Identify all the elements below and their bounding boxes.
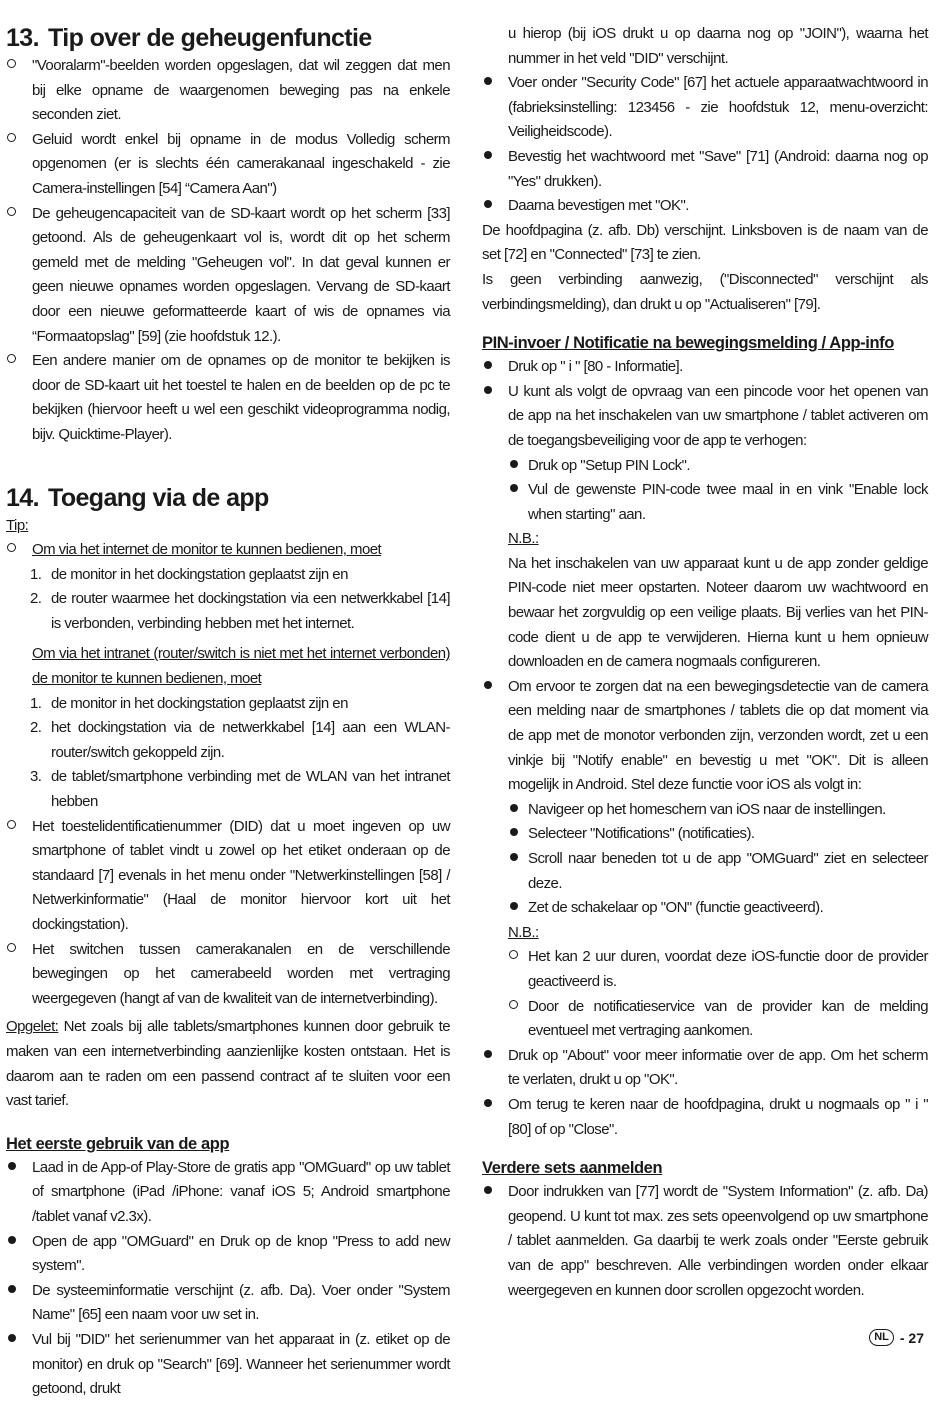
pin-heading: PIN-invoer / Notificatie na bewegingsmelding / App-info <box>482 334 894 353</box>
bullet-icon <box>484 77 492 85</box>
bullet-icon <box>8 1334 16 1342</box>
right-column <box>482 22 928 1303</box>
nb-label: N.B.: <box>508 923 539 941</box>
further-sets-heading: Verdere sets aanmelden <box>482 1159 663 1178</box>
list-item: "Vooralarm"-beelden worden opgeslagen, dat wil zeggen dat men bij elke opname de waargenomen beweging pas na enkele seconden ziet. <box>6 54 450 128</box>
sub-item: Scroll naar beneden tot u de app "OMGuard" ziet en selecteer deze. <box>508 847 928 896</box>
section-13-number: 13. <box>6 24 39 52</box>
list-item: Geluid wordt enkel bij opname in de modus Volledig scherm opgenomen (er is slechts één camerakanaal ingeschakeld - zie Camera-instellingen [54] “Camera Aan") <box>6 128 450 202</box>
list-item: Het switchen tussen camerakanalen en de verschillende bewegingen op het camerabeeld worden met vertraging weergegeven (hangt af van de kwaliteit van de internetverbinding). <box>6 938 450 1012</box>
section-14-title: Toegang via de app <box>48 483 269 512</box>
section-14-number: 14. <box>6 483 39 512</box>
continued-text: u hierop (bij iOS drukt u op daarna nog op "JOIN"), waarna het nummer in het veld "DID" verschijnt. <box>508 25 928 67</box>
bullet-icon <box>8 1236 16 1244</box>
sub-item: Druk op "Setup PIN Lock". <box>508 454 928 479</box>
tip-label: Tip: <box>6 516 29 534</box>
bullet-icon <box>484 1099 492 1107</box>
bullet-icon <box>8 1285 16 1293</box>
sub-item: Door de notificatieservice van de provider kan de melding eventueel met vertraging aankomen. <box>508 995 928 1044</box>
left-column <box>6 22 450 1402</box>
caution-label: Opgelet: <box>6 1018 59 1036</box>
page-footer <box>869 1329 924 1346</box>
bullet-icon <box>484 361 492 369</box>
caution-paragraph: Opgelet: Net zoals bij alle tablets/smartphones kunnen door gebruik te maken van een internetverbinding aanzienlijke kosten ontstaan. Het is daarom aan te raden om een passend contract af te sluiten voor een vast tarief. <box>6 1018 450 1110</box>
bullet-icon <box>510 853 518 861</box>
page-number: - 27 <box>899 1329 924 1346</box>
language-badge: NL <box>869 1329 894 1346</box>
bullet-icon <box>484 1186 492 1194</box>
sub-item: Navigeer op het homeschern van iOS naar de instellingen. <box>508 798 928 823</box>
bullet-icon <box>484 1050 492 1058</box>
ring-bullet-icon <box>7 354 16 363</box>
bullet-icon <box>484 681 492 689</box>
list-item: De geheugencapaciteit van de SD-kaart wordt op het scherm [33] getoond. Als de geheugenkaart vol is, wordt dit op het scherm gemeld met de melding "Geheugen vol". In dat geval kunnen er geen nieuwe opnames worden opgeslagen. Vervang de SD-kaart door een nieuwe geformatteerde kaart of wis de opnames via “Formaatopslag" [59] (zie hoofdstuk 12.). <box>6 202 450 350</box>
sub-item: Zet de schakelaar op "ON" (functie geactiveerd). <box>508 896 928 921</box>
nb-text: Na het inschakelen van uw apparaat kunt u de app zonder geldige PIN-code niet meer opstarten. Noteer daarom uw wachtwoord en bewaar het zorgvuldig op een veilige plaats. Bij verlies van het PIN-code dient u de app te verwijderen. Hierna kunt u hem opnieuw downloaden en de camera nogmaals configureren. <box>508 554 928 671</box>
list-item: Een andere manier om de opnames op de monitor te bekijken is door de SD-kaart uit het toestel te halen en de beelden op de pc te bekijken (hiervoor heeft u wel een geschikt videoprogramma nodig, bijv. Quicktime-Player). <box>6 349 450 447</box>
ring-bullet-icon <box>7 943 16 952</box>
section-13-heading <box>6 22 450 54</box>
disconnected-paragraph: Is geen verbinding aanwezig, ("Disconnected" verschijnt als verbindingsmelding), dan drukt u op "Actualiseren" [79]. <box>482 270 928 313</box>
section-13-title: Tip over de geheugenfunctie <box>48 24 372 52</box>
bullet-icon <box>510 902 518 910</box>
sub-item: Vul de gewenste PIN-code twee maal in en vink "Enable lock when starting" aan. <box>508 478 928 527</box>
list-item <box>6 538 450 563</box>
bullet-icon <box>510 460 518 468</box>
nb-label: N.B.: <box>508 530 539 548</box>
main-page-paragraph: De hoofdpagina (z. afb. Db) verschijnt. Linksboven is de naam van de set [72] en "Connected" [73] te zien. <box>482 221 928 264</box>
list-item: Voer onder "Security Code" [67] het actuele apparaatwachtwoord in (fabrieksinstelling: 123456 - zie hoofdstuk 12, menu-overzicht: Veiligheidscode). <box>482 71 928 145</box>
list-item: U kunt als volgt de opvraag van een pincode voor het openen van de app na het inschakelen van uw smartphone / tablet activeren om de toegangsbeveiliging voor de app te verhogen: Druk op "Setup PIN Lock". Vul de gewenste PIN-code twee maal in en vink "Enable lock when starting" aan. N.B.: Na het inschakelen van uw apparaat kunt u de app zonder geldige PIN-code niet meer opstarten. Noteer daarom uw wachtwoord en bewaar het zorgvuldig op een veilige plaats. Bij verlies van het PIN-code dient u de app te verwijderen. Hierna kunt u hem opnieuw downloaden en de camera nogmaals configureren. <box>482 380 928 675</box>
numbered-item: 2. de router waarmee het dockingstation via een netwerkkabel [14] is verbonden, verbinding hebben met het internet. <box>30 590 450 632</box>
internet-requirements-heading: Om via het internet de monitor te kunnen bedienen, moet <box>32 541 382 559</box>
section-14-heading <box>6 482 450 514</box>
sub-item: Selecteer "Notifications" (notificaties). <box>508 822 928 847</box>
numbered-item: 2. het dockingstation via de netwerkkabel [14] aan een WLAN-router/switch gekoppeld zijn. <box>30 719 450 761</box>
ring-bullet-icon <box>7 207 16 216</box>
list-item: Daarna bevestigen met "OK". <box>482 194 928 219</box>
list-item: Open de app "OMGuard" en Druk op de knop "Press to add new system". <box>6 1230 450 1279</box>
sub-item: Het kan 2 uur duren, voordat deze iOS-functie door de provider geactiveerd is. <box>508 945 928 994</box>
ring-bullet-icon <box>7 820 16 829</box>
bullet-icon <box>8 1162 16 1170</box>
ring-bullet-icon <box>509 950 518 959</box>
ring-bullet-icon <box>7 133 16 142</box>
ring-bullet-icon <box>509 1000 518 1009</box>
numbered-item: 1. de monitor in het dockingstation geplaatst zijn en <box>30 565 348 583</box>
list-item: Druk op "About" voor meer informatie over de app. Om het scherm te verlaten, drukt u op "OK". <box>482 1044 928 1093</box>
list-item: Bevestig het wachtwoord met "Save" [71] (Android: daarna nog op "Yes" drukken). <box>482 145 928 194</box>
list-item: Laad in de App-of Play-Store de gratis app "OMGuard" op uw tablet of smartphone (iPad /iPhone: vanaf iOS 5; Android smartphone /tablet vanaf v2.3x). <box>6 1156 450 1230</box>
bullet-icon <box>510 484 518 492</box>
list-item: Om ervoor te zorgen dat na een bewegingsdetectie van de camera een melding naar de smartphones / tablets die op dat moment via de app met de monotor verbonden zijn, verzonden wordt, zet u een vinkje bij "Notify enable" en bevestig u met "OK". Dit is alleen mogelijk in Android. Stel deze functie voor iOS als volgt in: Navigeer op het homeschern van iOS naar de instellingen. Selecteer "Notifications" (notificaties). Scroll naar beneden tot u de app "OMGuard" ziet en selecteer deze. Zet de schakelaar op "ON" (functie geactiveerd). N.B.: Het kan 2 uur duren, voordat deze iOS-functie door de provider geactiveerd is. Door de notificatieservice van de provider kan de melding eventueel met vertraging aankomen. <box>482 675 928 1044</box>
ring-bullet-icon <box>7 543 16 552</box>
list-item: Het toestelidentificatienummer (DID) dat u moet ingeven op uw smartphone of tablet vindt u zowel op het etiket onderaan op de standaard [7] evenals in het menu onder "Netwerkinstellingen [58] / Netwerkinformatie" (Haal de monitor hiervoor kort uit het dockingstation). <box>6 815 450 938</box>
list-item: De systeeminformatie verschijnt (z. afb. Da). Voer onder "System Name" [65] een naam voor uw set in. <box>6 1279 450 1328</box>
bullet-icon <box>484 200 492 208</box>
intranet-requirements-heading: Om via het intranet (router/switch is niet met het internet verbonden) de monitor te kunnen bedienen, moet <box>32 645 450 688</box>
bullet-icon <box>484 151 492 159</box>
list-item: Vul bij "DID" het serienummer van het apparaat in (z. etiket op de monitor) en druk op "Search" [69]. Wanneer het serienummer wordt getoond, drukt <box>6 1328 450 1402</box>
list-item: Door indrukken van [77] wordt de "System Information" (z. afb. Da) geopend. U kunt tot max. zes sets opeenvolgend op uw smartphone / tablet aanmelden. Ga daarbij te werk zoals onder "Eerste gebruik van de app" beschreven. Alle verbindingen worden onder elkaar weergegeven en kunnen door scrollen opgezocht worden. <box>482 1180 928 1303</box>
numbered-item: 3. de tablet/smartphone verbinding met de WLAN van het intranet hebben <box>30 768 450 811</box>
bullet-icon <box>510 828 518 836</box>
numbered-item: 1. de monitor in het dockingstation geplaatst zijn en <box>30 694 348 712</box>
list-item: Druk op " i " [80 - Informatie]. <box>482 355 928 380</box>
first-use-heading: Het eerste gebruik van de app <box>6 1134 230 1153</box>
bullet-icon <box>484 386 492 394</box>
list-item: Om terug te keren naar de hoofdpagina, drukt u nogmaals op " i " [80] of op "Close". <box>482 1093 928 1142</box>
bullet-icon <box>510 804 518 812</box>
ring-bullet-icon <box>7 59 16 68</box>
